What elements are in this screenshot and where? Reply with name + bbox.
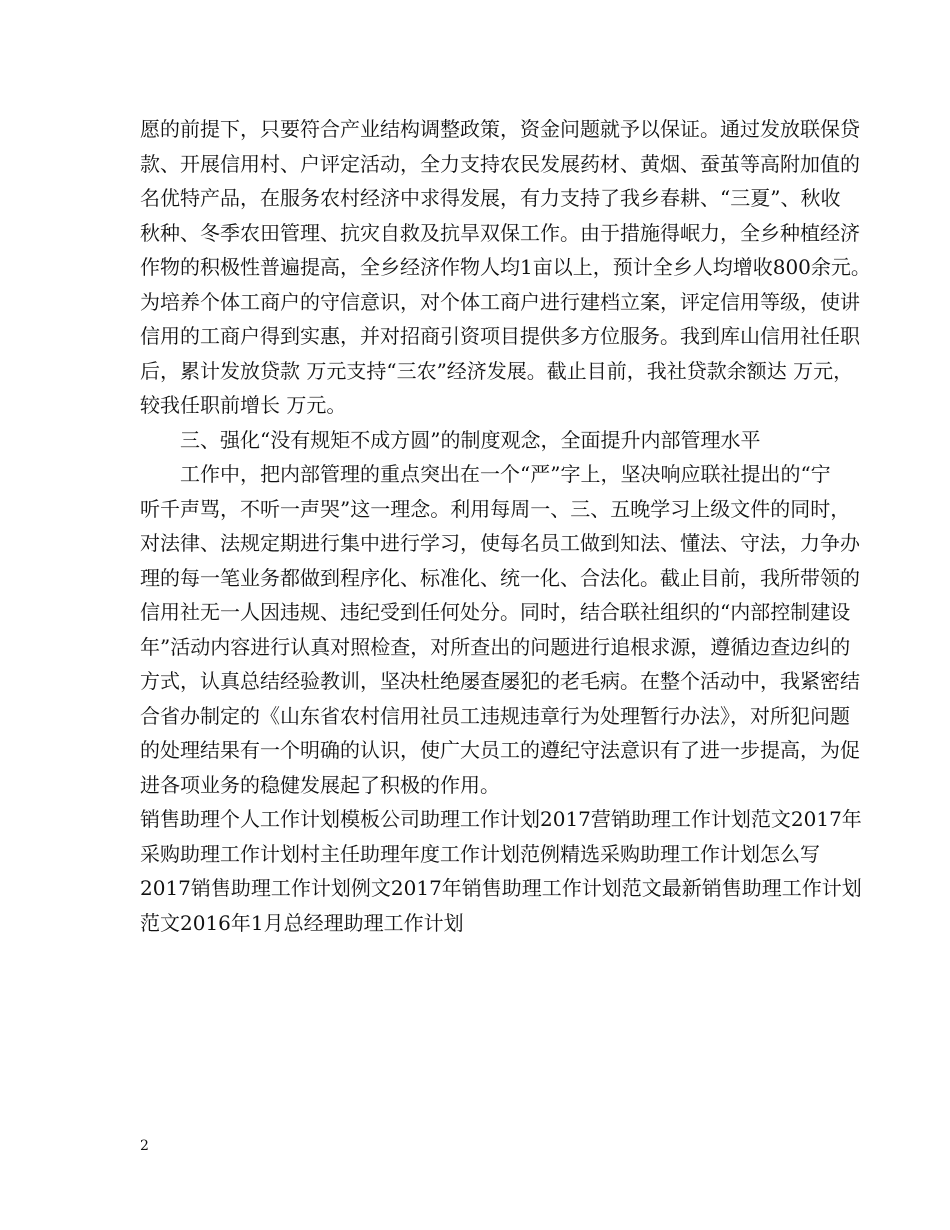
text-line: 后，累计发放贷款 万元支持“三农”经济发展。截止目前，我社贷款余额达 万元， (140, 358, 854, 383)
text-line: 理的每一笔业务都做到程序化、标准化、统一化、合法化。截止目前，我所带领的 (140, 565, 860, 590)
related-link-line[interactable]: 销售助理个人工作计划模板公司助理工作计划2017营销助理工作计划范文2017年 (140, 807, 862, 831)
text-line: 秋种、冬季农田管理、抗灾自救及抗旱双保工作。由于措施得岷力，全乡种植经济 (140, 220, 860, 245)
related-link-line[interactable]: 2017销售助理工作计划例文2017年销售助理工作计划范文最新销售助理工作计划 (140, 876, 862, 900)
document-body (140, 112, 871, 940)
related-link-line[interactable]: 采购助理工作计划村主任助理年度工作计划范例精选采购助理工作计划怎么写 (140, 841, 820, 866)
text-line: 年”活动内容进行认真对照检查，对所查出的问题进行追根求源，遵循边查边纠的 (140, 634, 851, 659)
text-line: 较我任职前增长 万元。 (140, 393, 347, 417)
text-line: 作物的积极性普遍提高，全乡经济作物人均1亩以上，预计全乡人均增收800余元。 (140, 255, 871, 279)
section-heading: 三、强化“没有规矩不成方圆”的制度观念，全面提升内部管理水平 (180, 427, 761, 452)
text-line: 方式，认真总结经验教训，坚决杜绝屡查屡犯的老毛病。在整个活动中，我紧密结 (140, 669, 860, 693)
text-line: 的处理结果有一个明确的认识，使广大员工的遵纪守法意识有了进一步提高，为促 (140, 738, 860, 762)
related-link-line[interactable]: 范文2016年1月总经理助理工作计划 (140, 910, 464, 935)
paragraph-1 (140, 112, 871, 423)
text-line: 对法律、法规定期进行集中进行学习，使每名员工做到知法、懂法、守法，力争办 (140, 531, 860, 555)
text-line: 名优特产品，在服务农村经济中求得发展，有力支持了我乡春耕、“三夏”、秋收 (140, 186, 841, 210)
text-line: 愿的前提下，只要符合产业结构调整政策，资金问题就予以保证。通过发放联保贷 (140, 117, 860, 141)
text-line: 信用社无一人因违规、违纪受到任何处分。同时，结合联社组织的“内部控制建设 (140, 600, 851, 624)
text-line: 为培养个体工商户的守信意识，对个体工商户进行建档立案，评定信用等级，使讲 (140, 289, 860, 314)
related-links (140, 802, 862, 940)
page-number: 2 (140, 1138, 149, 1154)
text-line: 信用的工商户得到实惠，并对招商引资项目提供多方位服务。我到库山信用社任职 (140, 324, 860, 348)
text-line: 合省办制定的《山东省农村信用社员工违规违章行为处理暂行办法》，对所犯问题 (140, 703, 850, 728)
text-line: 工作中，把内部管理的重点突出在一个“严”字上，坚决响应联社提出的“宁 (180, 462, 831, 486)
text-line: 进各项业务的稳健发展起了积极的作用。 (140, 772, 500, 797)
text-line: 听千声骂，不听一声哭”这一理念。利用每周一、三、五晚学习上级文件的同时， (140, 496, 851, 521)
paragraph-2 (140, 457, 860, 802)
text-line: 款、开展信用村、户评定活动，全力支持农民发展药材、黄烟、蚕茧等高附加值的 (140, 151, 860, 176)
